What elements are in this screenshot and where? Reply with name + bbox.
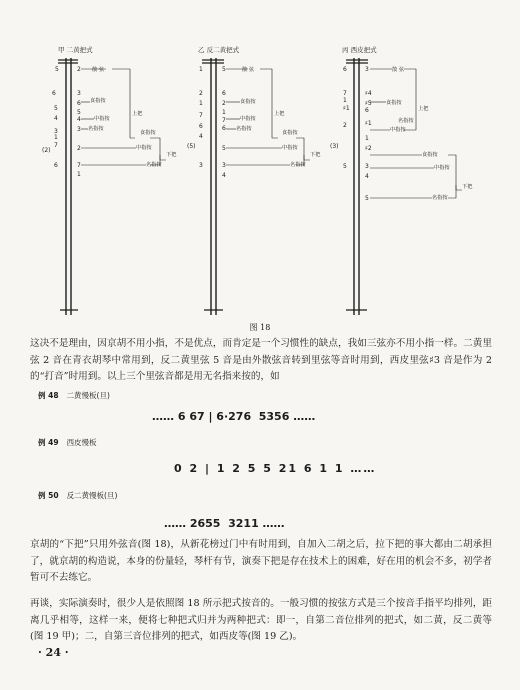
svg-text:名指按: 名指按 bbox=[146, 162, 162, 168]
panel-title: 丙 西皮把式 bbox=[342, 46, 377, 54]
svg-text:5: 5 bbox=[77, 109, 81, 116]
svg-text:6: 6 bbox=[222, 90, 226, 97]
page-number: · 24 · bbox=[38, 646, 69, 659]
svg-text:3: 3 bbox=[365, 163, 369, 170]
svg-text:4: 4 bbox=[199, 133, 203, 140]
svg-text:中指按: 中指按 bbox=[282, 145, 298, 151]
svg-text:3: 3 bbox=[77, 126, 81, 133]
svg-text:食指按: 食指按 bbox=[240, 99, 256, 105]
svg-text:2: 2 bbox=[222, 100, 226, 107]
example-48-notes: …… 6 67 | 6·276 5356 …… bbox=[152, 410, 316, 423]
example-48-label: 例 48 二黄慢板(旦) bbox=[38, 391, 110, 400]
svg-text:1: 1 bbox=[77, 171, 81, 178]
svg-text:中指按: 中指按 bbox=[94, 116, 110, 122]
panel-labels bbox=[236, 65, 320, 168]
svg-text:1: 1 bbox=[343, 97, 347, 104]
svg-text:名指按: 名指按 bbox=[432, 195, 448, 201]
svg-text:6: 6 bbox=[77, 100, 81, 107]
svg-text:食指按: 食指按 bbox=[422, 152, 438, 158]
svg-text:♯1: ♯1 bbox=[343, 105, 350, 112]
svg-text:1: 1 bbox=[199, 100, 203, 107]
panel-labels bbox=[88, 65, 176, 168]
svg-text:散 弦: 散 弦 bbox=[392, 67, 405, 73]
svg-text:4: 4 bbox=[54, 115, 58, 122]
svg-text:6: 6 bbox=[199, 123, 203, 130]
svg-text:5: 5 bbox=[343, 163, 347, 170]
svg-text:5: 5 bbox=[222, 145, 226, 152]
svg-text:(3): (3) bbox=[330, 143, 339, 150]
svg-text:3: 3 bbox=[199, 162, 203, 169]
svg-text:7: 7 bbox=[199, 112, 203, 119]
fingering-figure bbox=[0, 40, 520, 320]
svg-text:1: 1 bbox=[54, 134, 58, 141]
paragraph-2: 京胡的“下把”只用外弦音(图 18)，从新花榜过门中有时用到，自加入二胡之后，拉下把的事大都由二胡承担了，就京胡的构造说，本身的份量轻，琴杆有节，演奏下把是存在技术上的困难，好在用的机会不多，初学者暂可不去练它。 bbox=[30, 539, 492, 583]
svg-text:名指按: 名指按 bbox=[290, 162, 306, 168]
svg-text:5: 5 bbox=[55, 66, 59, 73]
svg-text:5: 5 bbox=[222, 66, 226, 73]
svg-text:♯2: ♯2 bbox=[365, 145, 372, 152]
svg-text:7: 7 bbox=[343, 90, 347, 97]
example-50-label: 例 50 反二黄慢板(旦) bbox=[38, 491, 118, 500]
svg-text:名指按: 名指按 bbox=[398, 118, 414, 124]
svg-text:名指按: 名指按 bbox=[88, 126, 104, 132]
svg-text:散 弦: 散 弦 bbox=[92, 67, 105, 73]
svg-text:3: 3 bbox=[222, 162, 226, 169]
svg-text:2: 2 bbox=[343, 122, 347, 129]
svg-text:上把: 上把 bbox=[418, 106, 429, 112]
svg-text:食指按: 食指按 bbox=[282, 130, 298, 136]
svg-text:6: 6 bbox=[52, 90, 56, 97]
svg-text:4: 4 bbox=[77, 116, 81, 123]
panel-title: 甲 二黄把式 bbox=[58, 46, 93, 54]
svg-text:6: 6 bbox=[365, 107, 369, 114]
svg-text:上把: 上把 bbox=[274, 111, 285, 117]
panel-labels bbox=[386, 65, 472, 201]
svg-text:2: 2 bbox=[77, 66, 81, 73]
svg-text:6: 6 bbox=[222, 125, 226, 132]
svg-text:下把: 下把 bbox=[310, 152, 321, 158]
svg-text:(5): (5) bbox=[187, 143, 196, 150]
svg-text:7: 7 bbox=[54, 142, 58, 149]
svg-text:7: 7 bbox=[222, 117, 226, 124]
svg-text:5: 5 bbox=[365, 195, 369, 202]
svg-text:上把: 上把 bbox=[132, 111, 143, 117]
panel-fan-erhuang bbox=[187, 45, 320, 315]
svg-text:3: 3 bbox=[54, 128, 58, 135]
svg-text:♯5: ♯5 bbox=[365, 100, 372, 107]
svg-text:下把: 下把 bbox=[462, 184, 473, 190]
svg-text:7: 7 bbox=[77, 162, 81, 169]
svg-text:1: 1 bbox=[222, 109, 226, 116]
svg-text:3: 3 bbox=[77, 90, 81, 97]
panel-xipi bbox=[330, 45, 472, 315]
svg-text:2: 2 bbox=[199, 90, 203, 97]
svg-text:6: 6 bbox=[343, 66, 347, 73]
paragraph-1: 这决不是理由，因京胡不用小指，不是优点，而肯定是一个习惯性的缺点，我如三弦亦不用小指一样。二黄里弦 2 音在青衣胡琴中常用到，反二黄里弦 5 音是由外散弦音转到里弦等音时用到，西皮里弦♯3 音是作为 2 的“打音”时用到。以上三个里弦音都是用无名指来按的，如 bbox=[30, 338, 492, 382]
svg-text:食指按: 食指按 bbox=[90, 98, 106, 104]
svg-text:6: 6 bbox=[54, 162, 58, 169]
svg-text:♯1: ♯1 bbox=[365, 120, 372, 127]
svg-text:3: 3 bbox=[365, 66, 369, 73]
panel-erhuang bbox=[42, 45, 176, 315]
svg-text:中指按: 中指按 bbox=[434, 165, 450, 171]
panel-title: 乙 反二黄把式 bbox=[198, 46, 240, 54]
svg-text:下把: 下把 bbox=[166, 152, 177, 158]
svg-text:中指按: 中指按 bbox=[390, 127, 406, 133]
paragraph-3: 再谈，实际演奏时，很少人是依照图 18 所示把式按音的。一般习惯的按弦方式是三个按音手指平均排列，距离几乎相等，这样一来，便将七种把式归并为两种把式：即一，自第二音位排列的把式，如二黄，反二黄等(图 19 甲)；二，自第三音位排列的把式，如西皮等(图 19 乙)。 bbox=[30, 598, 492, 642]
svg-text:5: 5 bbox=[54, 105, 58, 112]
svg-text:4: 4 bbox=[365, 173, 369, 180]
svg-text:食指按: 食指按 bbox=[386, 100, 402, 106]
figure-caption: 图 18 bbox=[249, 323, 271, 332]
svg-text:中指按: 中指按 bbox=[136, 145, 152, 151]
example-49-notes: 0 2 | 1 2 5 5 21 6 1 1 …… bbox=[174, 462, 377, 475]
svg-text:1: 1 bbox=[365, 135, 369, 142]
svg-text:中指按: 中指按 bbox=[240, 116, 256, 122]
svg-text:名指按: 名指按 bbox=[236, 126, 252, 132]
example-50-notes: …… 2655 3211 …… bbox=[164, 517, 285, 530]
svg-text:散 弦: 散 弦 bbox=[242, 67, 255, 73]
svg-text:食指按: 食指按 bbox=[140, 130, 156, 136]
svg-text:1: 1 bbox=[199, 66, 203, 73]
svg-text:2: 2 bbox=[77, 145, 81, 152]
example-49-label: 例 49 西皮慢板 bbox=[38, 438, 97, 447]
svg-text:4: 4 bbox=[222, 172, 226, 179]
svg-text:(2): (2) bbox=[42, 147, 51, 154]
svg-text:♯4: ♯4 bbox=[365, 90, 372, 97]
